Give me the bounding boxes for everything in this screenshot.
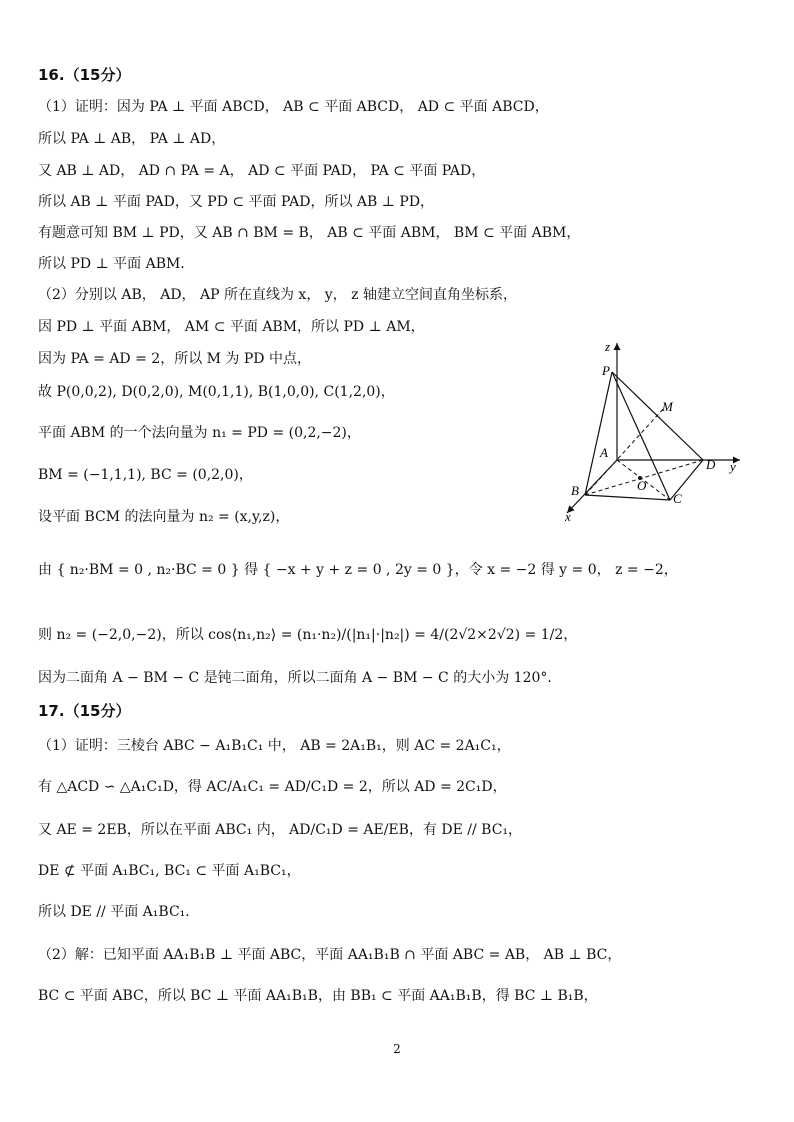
q17-line-7: BC ⊂ 平面 ABC，所以 BC ⊥ 平面 AA₁B₁B，由 BB₁ ⊂ 平面 AA₁B₁B，得 BC ⊥ B₁B，	[38, 988, 598, 1004]
pyramid-figure	[555, 335, 755, 525]
label-d: D	[706, 457, 716, 472]
q16-heading: 16.（15分）	[38, 66, 131, 84]
q16-line-10: 故 P(0,0,2), D(0,2,0), M(0,1,1), B(1,0,0), C(1,2,0)，	[38, 384, 395, 400]
q16-line-1: （1）证明：因为 PA ⊥ 平面 ABCD， AB ⊂ 平面 ABCD， AD ⊂ 平面 ABCD，	[38, 99, 549, 115]
q17-line-1: （1）证明：三棱台 ABC − A₁B₁C₁ 中， AB = 2A₁B₁，则 AC = 2A₁C₁，	[38, 738, 511, 754]
q17-line-6: （2）解：已知平面 AA₁B₁B ⊥ 平面 ABC，平面 AA₁B₁B ∩ 平面 ABC = AB， AB ⊥ BC，	[38, 947, 622, 963]
label-z: z	[605, 339, 611, 354]
q16-line-4: 所以 AB ⊥ 平面 PAD，又 PD ⊂ 平面 PAD，所以 AB ⊥ PD，	[38, 194, 435, 210]
page-number: 2	[393, 1042, 401, 1056]
q17-heading: 17.（15分）	[38, 702, 131, 720]
q17-line-5: 所以 DE // 平面 A₁BC₁．	[38, 904, 200, 920]
q17-line-4: DE ⊄ 平面 A₁BC₁, BC₁ ⊂ 平面 A₁BC₁，	[38, 863, 301, 879]
label-m: M	[662, 399, 673, 414]
q16-line-3: 又 AB ⊥ AD， AD ∩ PA = A， AD ⊂ 平面 PAD， PA ⊂ 平面 PAD，	[38, 163, 486, 179]
label-x: x	[565, 509, 571, 524]
label-y: y	[730, 459, 736, 474]
q16-line-14: 由 { n₂·BM = 0 , n₂·BC = 0 } 得 { −x + y + z = 0 , 2y = 0 }，令 x = −2 得 y = 0， z = −2，	[38, 562, 678, 578]
label-a: A	[600, 445, 608, 460]
label-b: B	[571, 483, 579, 498]
q16-line-16: 因为二面角 A − BM − C 是钝二面角，所以二面角 A − BM − C 的大小为 120°．	[38, 670, 562, 686]
q16-line-2: 所以 PA ⊥ AB， PA ⊥ AD，	[38, 131, 226, 147]
q17-line-3: 又 AE = 2EB，所以在平面 ABC₁ 内， AD/C₁D = AE/EB，有 DE // BC₁，	[38, 822, 523, 838]
q16-line-9: 因为 PA = AD = 2，所以 M 为 PD 中点，	[38, 351, 311, 367]
q16-line-6: 所以 PD ⊥ 平面 ABM．	[38, 256, 195, 272]
q17-line-2: 有 △ACD ∽ △A₁C₁D，得 AC/A₁C₁ = AD/C₁D = 2，所以 AD = 2C₁D，	[38, 779, 507, 795]
label-o: O	[637, 478, 647, 493]
q16-line-7: （2）分别以 AB， AD， AP 所在直线为 x， y， z 轴建立空间直角坐标系，	[38, 287, 517, 303]
q16-line-12: BM = (−1,1,1), BC = (0,2,0)，	[38, 467, 253, 483]
q16-line-5: 有题意可知 BM ⊥ PD，又 AB ∩ BM = B， AB ⊂ 平面 ABM， BM ⊂ 平面 ABM，	[38, 225, 581, 241]
q16-line-8: 因 PD ⊥ 平面 ABM， AM ⊂ 平面 ABM，所以 PD ⊥ AM，	[38, 319, 425, 335]
q16-line-11: 平面 ABM 的一个法向量为 n₁ = PD = (0,2,−2)，	[38, 425, 361, 441]
label-p: P	[602, 363, 610, 378]
label-c: C	[673, 491, 682, 506]
q16-line-15: 则 n₂ = (−2,0,−2)，所以 cos⟨n₁,n₂⟩ = (n₁·n₂)/(|n₁|·|n₂|) = 4/(2√2×2√2) = 1/2，	[38, 627, 578, 643]
q16-line-13: 设平面 BCM 的法向量为 n₂ = (x,y,z)，	[38, 509, 290, 525]
